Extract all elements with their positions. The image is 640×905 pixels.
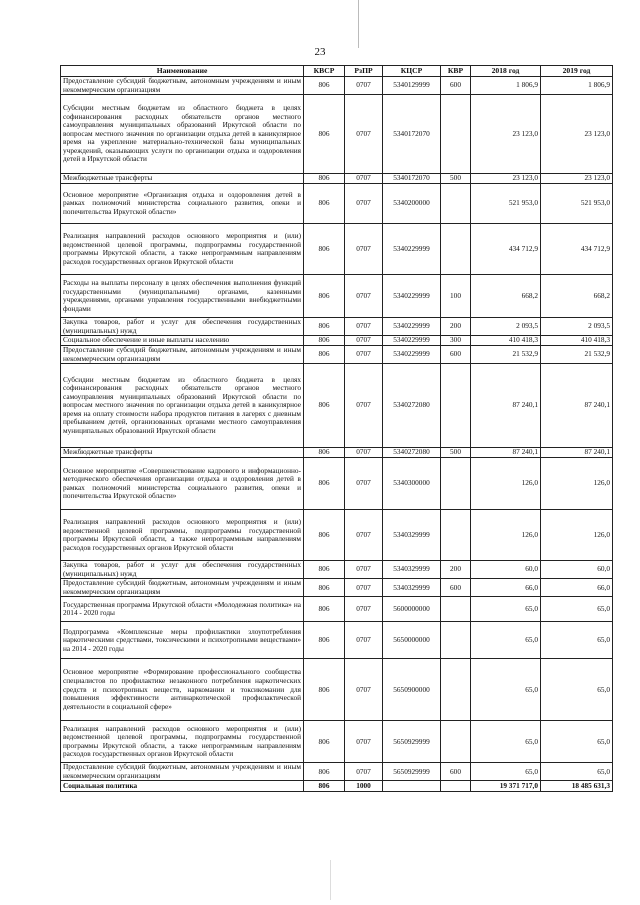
cell-kvsr: 806 bbox=[304, 579, 345, 597]
header-kvsr: КВСР bbox=[304, 66, 345, 77]
scan-fold-line bbox=[358, 0, 359, 48]
cell-kvr bbox=[441, 721, 471, 763]
cell-name: Предоставление субсидий бюджетным, автономным учреждениям и иным некоммерческим организациям bbox=[61, 77, 304, 95]
cell-kvr bbox=[441, 95, 471, 174]
cell-rzpr: 0707 bbox=[345, 336, 383, 346]
cell-kvr bbox=[441, 659, 471, 721]
table-row bbox=[61, 77, 613, 95]
cell-name: Основное мероприятие «Организация отдыха и оздоровления детей в рамках полномочий министерства социального развития, опеки и попечительства Иркутской области» bbox=[61, 184, 304, 224]
table-row bbox=[61, 579, 613, 597]
cell-rzpr: 0707 bbox=[345, 346, 383, 364]
cell-rzpr: 0707 bbox=[345, 622, 383, 659]
cell-rzpr: 0707 bbox=[345, 448, 383, 458]
cell-kcsr: 5340172070 bbox=[383, 95, 441, 174]
cell-2019: 2 093,5 bbox=[541, 318, 613, 336]
cell-kvsr: 806 bbox=[304, 458, 345, 510]
cell-name: Межбюджетные трансферты bbox=[61, 448, 304, 458]
table-header-row bbox=[61, 66, 613, 77]
header-kvr: КВР bbox=[441, 66, 471, 77]
cell-2019: 65,0 bbox=[541, 622, 613, 659]
cell-2018: 66,0 bbox=[471, 579, 541, 597]
cell-rzpr: 0707 bbox=[345, 224, 383, 275]
cell-kcsr: 5340229999 bbox=[383, 224, 441, 275]
cell-2019: 21 532,9 bbox=[541, 346, 613, 364]
cell-kcsr: 5340329999 bbox=[383, 579, 441, 597]
cell-kvr bbox=[441, 458, 471, 510]
cell-name: Реализация направлений расходов основного мероприятия и (или) ведомственной целевой программы, подпрограммы государственной программы Иркутской области, а также непрограммным направлениям расходов государственных органов Иркутской области bbox=[61, 721, 304, 763]
scan-fold-line-bottom bbox=[330, 860, 331, 900]
cell-kcsr: 5340329999 bbox=[383, 561, 441, 579]
cell-kvsr: 806 bbox=[304, 275, 345, 318]
cell-kvr bbox=[441, 781, 471, 792]
cell-2018: 65,0 bbox=[471, 763, 541, 781]
cell-kvsr: 806 bbox=[304, 95, 345, 174]
cell-kvr bbox=[441, 510, 471, 561]
cell-kvsr: 806 bbox=[304, 318, 345, 336]
cell-kcsr: 5340229999 bbox=[383, 346, 441, 364]
cell-2018: 434 712,9 bbox=[471, 224, 541, 275]
cell-2018: 2 093,5 bbox=[471, 318, 541, 336]
cell-kvsr: 806 bbox=[304, 659, 345, 721]
cell-rzpr: 0707 bbox=[345, 579, 383, 597]
cell-2018: 65,0 bbox=[471, 721, 541, 763]
cell-name: Предоставление субсидий бюджетным, автономным учреждениям и иным некоммерческим организациям bbox=[61, 579, 304, 597]
table-row bbox=[61, 184, 613, 224]
cell-kcsr: 5650929999 bbox=[383, 721, 441, 763]
cell-kvsr: 806 bbox=[304, 510, 345, 561]
cell-kcsr: 5340300000 bbox=[383, 458, 441, 510]
cell-kvsr: 806 bbox=[304, 448, 345, 458]
cell-kcsr: 5650000000 bbox=[383, 622, 441, 659]
cell-2018: 23 123,0 bbox=[471, 174, 541, 184]
cell-kcsr bbox=[383, 781, 441, 792]
header-kcsr: КЦСР bbox=[383, 66, 441, 77]
cell-rzpr: 0707 bbox=[345, 510, 383, 561]
table-row bbox=[61, 763, 613, 781]
cell-kcsr: 5340172070 bbox=[383, 174, 441, 184]
table-row bbox=[61, 622, 613, 659]
cell-name: Государственная программа Иркутской области «Молодежная политика» на 2014 - 2020 годы bbox=[61, 597, 304, 622]
cell-kvsr: 806 bbox=[304, 346, 345, 364]
cell-rzpr: 0707 bbox=[345, 184, 383, 224]
cell-kcsr: 5340272080 bbox=[383, 448, 441, 458]
cell-2019: 65,0 bbox=[541, 597, 613, 622]
cell-2018: 60,0 bbox=[471, 561, 541, 579]
cell-name: Реализация направлений расходов основного мероприятия и (или) ведомственной целевой программы, подпрограммы государственной программы Иркутской области, а также непрограммным направлениям расходов государственных органов Иркутской области bbox=[61, 510, 304, 561]
cell-name: Реализация направлений расходов основного мероприятия и (или) ведомственной целевой программы, подпрограммы государственной программы Иркутской области, а также непрограммным направлениям расходов государственных органов Иркутской области bbox=[61, 224, 304, 275]
cell-kvr bbox=[441, 364, 471, 448]
cell-2018: 126,0 bbox=[471, 510, 541, 561]
cell-2019: 23 123,0 bbox=[541, 174, 613, 184]
cell-rzpr: 0707 bbox=[345, 458, 383, 510]
page-number: 23 bbox=[314, 46, 326, 58]
cell-2019: 1 806,9 bbox=[541, 77, 613, 95]
cell-kvr: 600 bbox=[441, 77, 471, 95]
cell-2018: 65,0 bbox=[471, 659, 541, 721]
table-row bbox=[61, 597, 613, 622]
cell-kvsr: 806 bbox=[304, 184, 345, 224]
cell-rzpr: 0707 bbox=[345, 77, 383, 95]
cell-2018: 521 953,0 bbox=[471, 184, 541, 224]
cell-kvr: 600 bbox=[441, 763, 471, 781]
header-name: Наименование bbox=[61, 66, 304, 77]
cell-kvr: 200 bbox=[441, 561, 471, 579]
cell-name: Социальная политика bbox=[61, 781, 304, 792]
cell-kvsr: 806 bbox=[304, 364, 345, 448]
table-row bbox=[61, 95, 613, 174]
cell-name: Предоставление субсидий бюджетным, автономным учреждениям и иным некоммерческим организациям bbox=[61, 346, 304, 364]
cell-2018: 19 371 717,0 bbox=[471, 781, 541, 792]
cell-kvsr: 806 bbox=[304, 721, 345, 763]
cell-2018: 87 240,1 bbox=[471, 364, 541, 448]
cell-kvsr: 806 bbox=[304, 174, 345, 184]
table-row bbox=[61, 448, 613, 458]
table-row bbox=[61, 364, 613, 448]
cell-kvsr: 806 bbox=[304, 597, 345, 622]
cell-2019: 126,0 bbox=[541, 510, 613, 561]
budget-table bbox=[60, 65, 613, 792]
cell-kcsr: 5340229999 bbox=[383, 318, 441, 336]
cell-kvsr: 806 bbox=[304, 561, 345, 579]
cell-kvsr: 806 bbox=[304, 336, 345, 346]
cell-rzpr: 0707 bbox=[345, 275, 383, 318]
cell-rzpr: 0707 bbox=[345, 364, 383, 448]
cell-2018: 21 532,9 bbox=[471, 346, 541, 364]
cell-2018: 87 240,1 bbox=[471, 448, 541, 458]
table-row bbox=[61, 659, 613, 721]
cell-kcsr: 5340229999 bbox=[383, 336, 441, 346]
table-row bbox=[61, 336, 613, 346]
table-row bbox=[61, 224, 613, 275]
table-row bbox=[61, 275, 613, 318]
cell-kvr: 600 bbox=[441, 579, 471, 597]
cell-name: Закупка товаров, работ и услуг для обеспечения государственных (муниципальных) нужд bbox=[61, 561, 304, 579]
cell-kvr: 500 bbox=[441, 174, 471, 184]
cell-kvsr: 806 bbox=[304, 781, 345, 792]
cell-rzpr: 0707 bbox=[345, 597, 383, 622]
cell-2019: 410 418,3 bbox=[541, 336, 613, 346]
header-2018: 2018 год bbox=[471, 66, 541, 77]
cell-2019: 668,2 bbox=[541, 275, 613, 318]
cell-name: Субсидии местным бюджетам из областного бюджета в целях софинансирования расходных обязательств органов местного самоуправления муниципальных образований Иркутской области по вопросам местного значения по организации отдыха детей в каникулярное время на оплату стоимости набора продуктов питания в лагерях с дневным пребыванием детей, организованных органами местного самоуправления муниципальных образований Иркутской области bbox=[61, 364, 304, 448]
table-row bbox=[61, 318, 613, 336]
header-rzpr: РзПР bbox=[345, 66, 383, 77]
table-row bbox=[61, 174, 613, 184]
cell-name: Межбюджетные трансферты bbox=[61, 174, 304, 184]
cell-2019: 65,0 bbox=[541, 721, 613, 763]
cell-kvr: 200 bbox=[441, 318, 471, 336]
table-row bbox=[61, 561, 613, 579]
table-total-row bbox=[61, 781, 613, 792]
cell-2018: 126,0 bbox=[471, 458, 541, 510]
cell-kcsr: 5340129999 bbox=[383, 77, 441, 95]
cell-kvr bbox=[441, 597, 471, 622]
cell-kcsr: 5340229999 bbox=[383, 275, 441, 318]
cell-kvsr: 806 bbox=[304, 763, 345, 781]
cell-name: Основное мероприятие «Формирование профессионального сообщества специалистов по профилактике незаконного потребления наркотических средств и психотропных веществ, наркомании и токсикомании для повышения эффективности антинаркотической профилактической деятельности в социальной сфере» bbox=[61, 659, 304, 721]
cell-kvr bbox=[441, 184, 471, 224]
cell-rzpr: 0707 bbox=[345, 95, 383, 174]
cell-kcsr: 5340329999 bbox=[383, 510, 441, 561]
cell-2018: 65,0 bbox=[471, 597, 541, 622]
cell-kcsr: 5600000000 bbox=[383, 597, 441, 622]
cell-name: Подпрограмма «Комплексные меры профилактики злоупотребления наркотическими средствами, токсическими и психотропными веществами» на 2014 - 2020 годы bbox=[61, 622, 304, 659]
table-row bbox=[61, 721, 613, 763]
cell-2019: 65,0 bbox=[541, 763, 613, 781]
cell-kcsr: 5340272080 bbox=[383, 364, 441, 448]
cell-2018: 1 806,9 bbox=[471, 77, 541, 95]
cell-rzpr: 1000 bbox=[345, 781, 383, 792]
cell-kvsr: 806 bbox=[304, 224, 345, 275]
cell-2019: 23 123,0 bbox=[541, 95, 613, 174]
table-body bbox=[61, 77, 613, 792]
cell-kcsr: 5650929999 bbox=[383, 763, 441, 781]
cell-2018: 23 123,0 bbox=[471, 95, 541, 174]
table-row bbox=[61, 458, 613, 510]
cell-kcsr: 5650900000 bbox=[383, 659, 441, 721]
cell-2019: 87 240,1 bbox=[541, 448, 613, 458]
table-row bbox=[61, 510, 613, 561]
cell-kvr: 100 bbox=[441, 275, 471, 318]
header-2019: 2019 год bbox=[541, 66, 613, 77]
cell-rzpr: 0707 bbox=[345, 659, 383, 721]
cell-rzpr: 0707 bbox=[345, 318, 383, 336]
cell-2018: 65,0 bbox=[471, 622, 541, 659]
cell-kvr: 600 bbox=[441, 346, 471, 364]
cell-kvr: 300 bbox=[441, 336, 471, 346]
cell-2019: 18 485 631,3 bbox=[541, 781, 613, 792]
cell-name: Субсидии местным бюджетам из областного бюджета в целях софинансирования расходных обязательств органов местного самоуправления муниципальных образований Иркутской области по вопросам местного значения по организации отдыха детей в каникулярное время на укрепление материально-технической базы муниципальных учреждений, оказывающих услуги по организации отдыха и оздоровления детей в Иркутской области bbox=[61, 95, 304, 174]
cell-kvsr: 806 bbox=[304, 77, 345, 95]
cell-name: Социальное обеспечение и иные выплаты населению bbox=[61, 336, 304, 346]
cell-2019: 66,0 bbox=[541, 579, 613, 597]
cell-kcsr: 5340200000 bbox=[383, 184, 441, 224]
cell-2019: 126,0 bbox=[541, 458, 613, 510]
cell-2019: 65,0 bbox=[541, 659, 613, 721]
cell-kvsr: 806 bbox=[304, 622, 345, 659]
cell-name: Расходы на выплаты персоналу в целях обеспечения выполнения функций государственными (муниципальными) органами, казенными учреждениями, органами управления государственными внебюджетными фондами bbox=[61, 275, 304, 318]
cell-2019: 434 712,9 bbox=[541, 224, 613, 275]
cell-rzpr: 0707 bbox=[345, 174, 383, 184]
cell-name: Закупка товаров, работ и услуг для обеспечения государственных (муниципальных) нужд bbox=[61, 318, 304, 336]
table-row bbox=[61, 346, 613, 364]
cell-kvr bbox=[441, 622, 471, 659]
cell-rzpr: 0707 bbox=[345, 561, 383, 579]
cell-2019: 521 953,0 bbox=[541, 184, 613, 224]
cell-name: Предоставление субсидий бюджетным, автономным учреждениям и иным некоммерческим организациям bbox=[61, 763, 304, 781]
cell-kvr: 500 bbox=[441, 448, 471, 458]
cell-name: Основное мероприятие «Совершенствование кадрового и информационно-методического обеспечения организации отдыха и оздоровления детей в рамках полномочий министерства социального развития, опеки и попечительства Иркутской области» bbox=[61, 458, 304, 510]
cell-rzpr: 0707 bbox=[345, 721, 383, 763]
cell-2018: 410 418,3 bbox=[471, 336, 541, 346]
cell-2019: 60,0 bbox=[541, 561, 613, 579]
cell-2018: 668,2 bbox=[471, 275, 541, 318]
cell-kvr bbox=[441, 224, 471, 275]
cell-2019: 87 240,1 bbox=[541, 364, 613, 448]
cell-rzpr: 0707 bbox=[345, 763, 383, 781]
